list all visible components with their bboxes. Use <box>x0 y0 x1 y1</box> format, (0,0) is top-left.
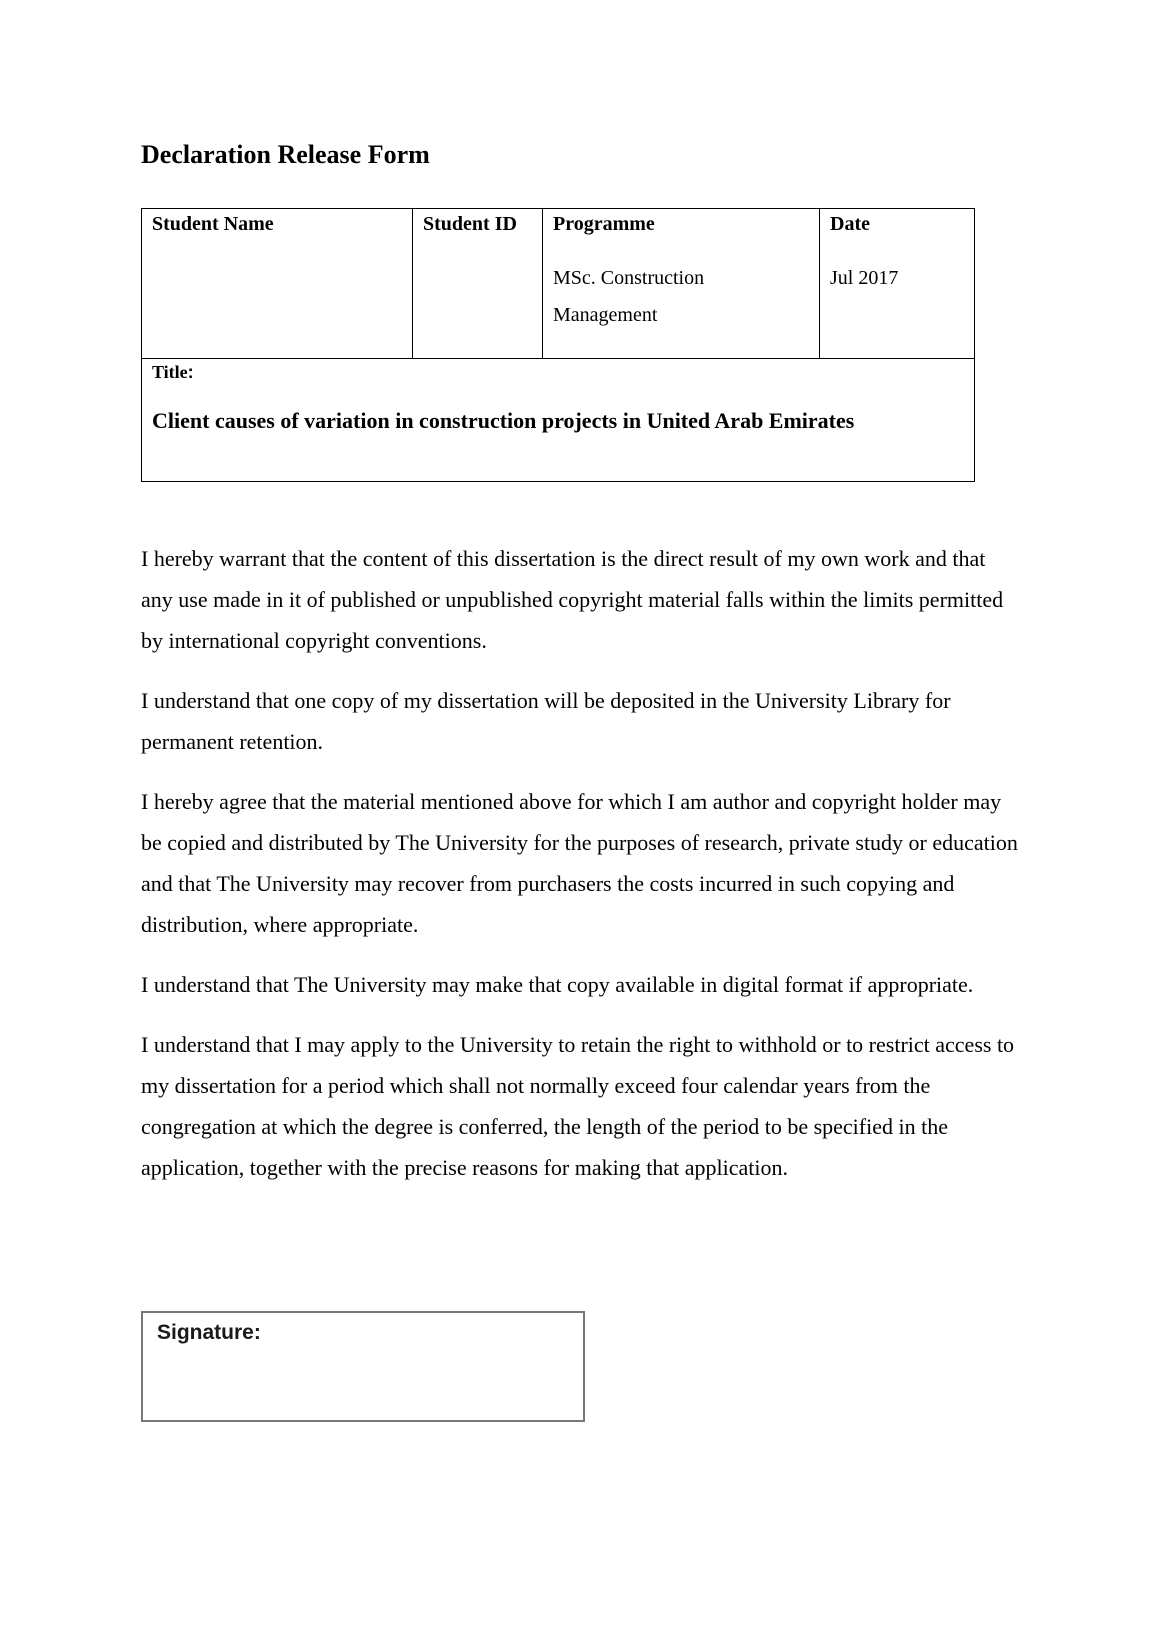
student-name-cell <box>142 209 413 359</box>
student-name-header: Student Name <box>152 213 274 235</box>
table-row-title <box>142 359 975 482</box>
date-value: Jul 2017 <box>830 267 899 289</box>
student-id-header: Student ID <box>423 213 517 235</box>
programme-value <box>553 260 809 334</box>
programme-value-line2: Management <box>553 304 658 326</box>
title-label <box>152 362 964 384</box>
date-cell <box>820 209 975 359</box>
declaration-paragraph-library: I understand that one copy of my dissertation will be deposited in the University Library for permanent retention. <box>141 688 951 754</box>
title-label-text: Title <box>152 362 188 382</box>
declaration-paragraph-restriction: I understand that I may apply to the University to retain the right to withhold or to restrict access to my dissertation for a period which shall not normally exceed four calendar years from the congregation at which the degree is conferred, the length of the period to be specified in the application, together with the precise reasons for making that application. <box>141 1032 1015 1180</box>
declaration-paragraph-distribution: I hereby agree that the material mentioned above for which I am author and copyright holder may be copied and distributed by The University for the purposes of research, private study or education and that The University may recover from purchasers the costs incurred in such copying and distribution, where appropriate. <box>141 789 1018 937</box>
dissertation-title: Client causes of variation in construction projects in United Arab Emirates <box>152 407 855 433</box>
declaration-body <box>141 538 1021 1207</box>
title-label-colon: : <box>187 362 194 382</box>
signature-label: Signature: <box>157 1321 261 1344</box>
programme-value-line1: MSc. Construction <box>553 267 705 289</box>
declaration-paragraph-digital: I understand that The University may make that copy available in digital format if appropriate. <box>141 972 974 997</box>
declaration-paragraph-warranty: I hereby warrant that the content of this dissertation is the direct result of my own work and that any use made in it of published or unpublished copyright material falls within the limits permitted by international copyright conventions. <box>141 546 1004 653</box>
student-id-cell <box>413 209 543 359</box>
programme-cell <box>543 209 820 359</box>
programme-header: Programme <box>553 213 655 235</box>
date-header: Date <box>830 213 870 235</box>
signature-field[interactable] <box>141 1311 585 1422</box>
page-title: Declaration Release Form <box>141 140 430 169</box>
title-cell <box>142 359 975 482</box>
student-info-table <box>141 208 975 482</box>
table-row-details <box>142 209 975 359</box>
